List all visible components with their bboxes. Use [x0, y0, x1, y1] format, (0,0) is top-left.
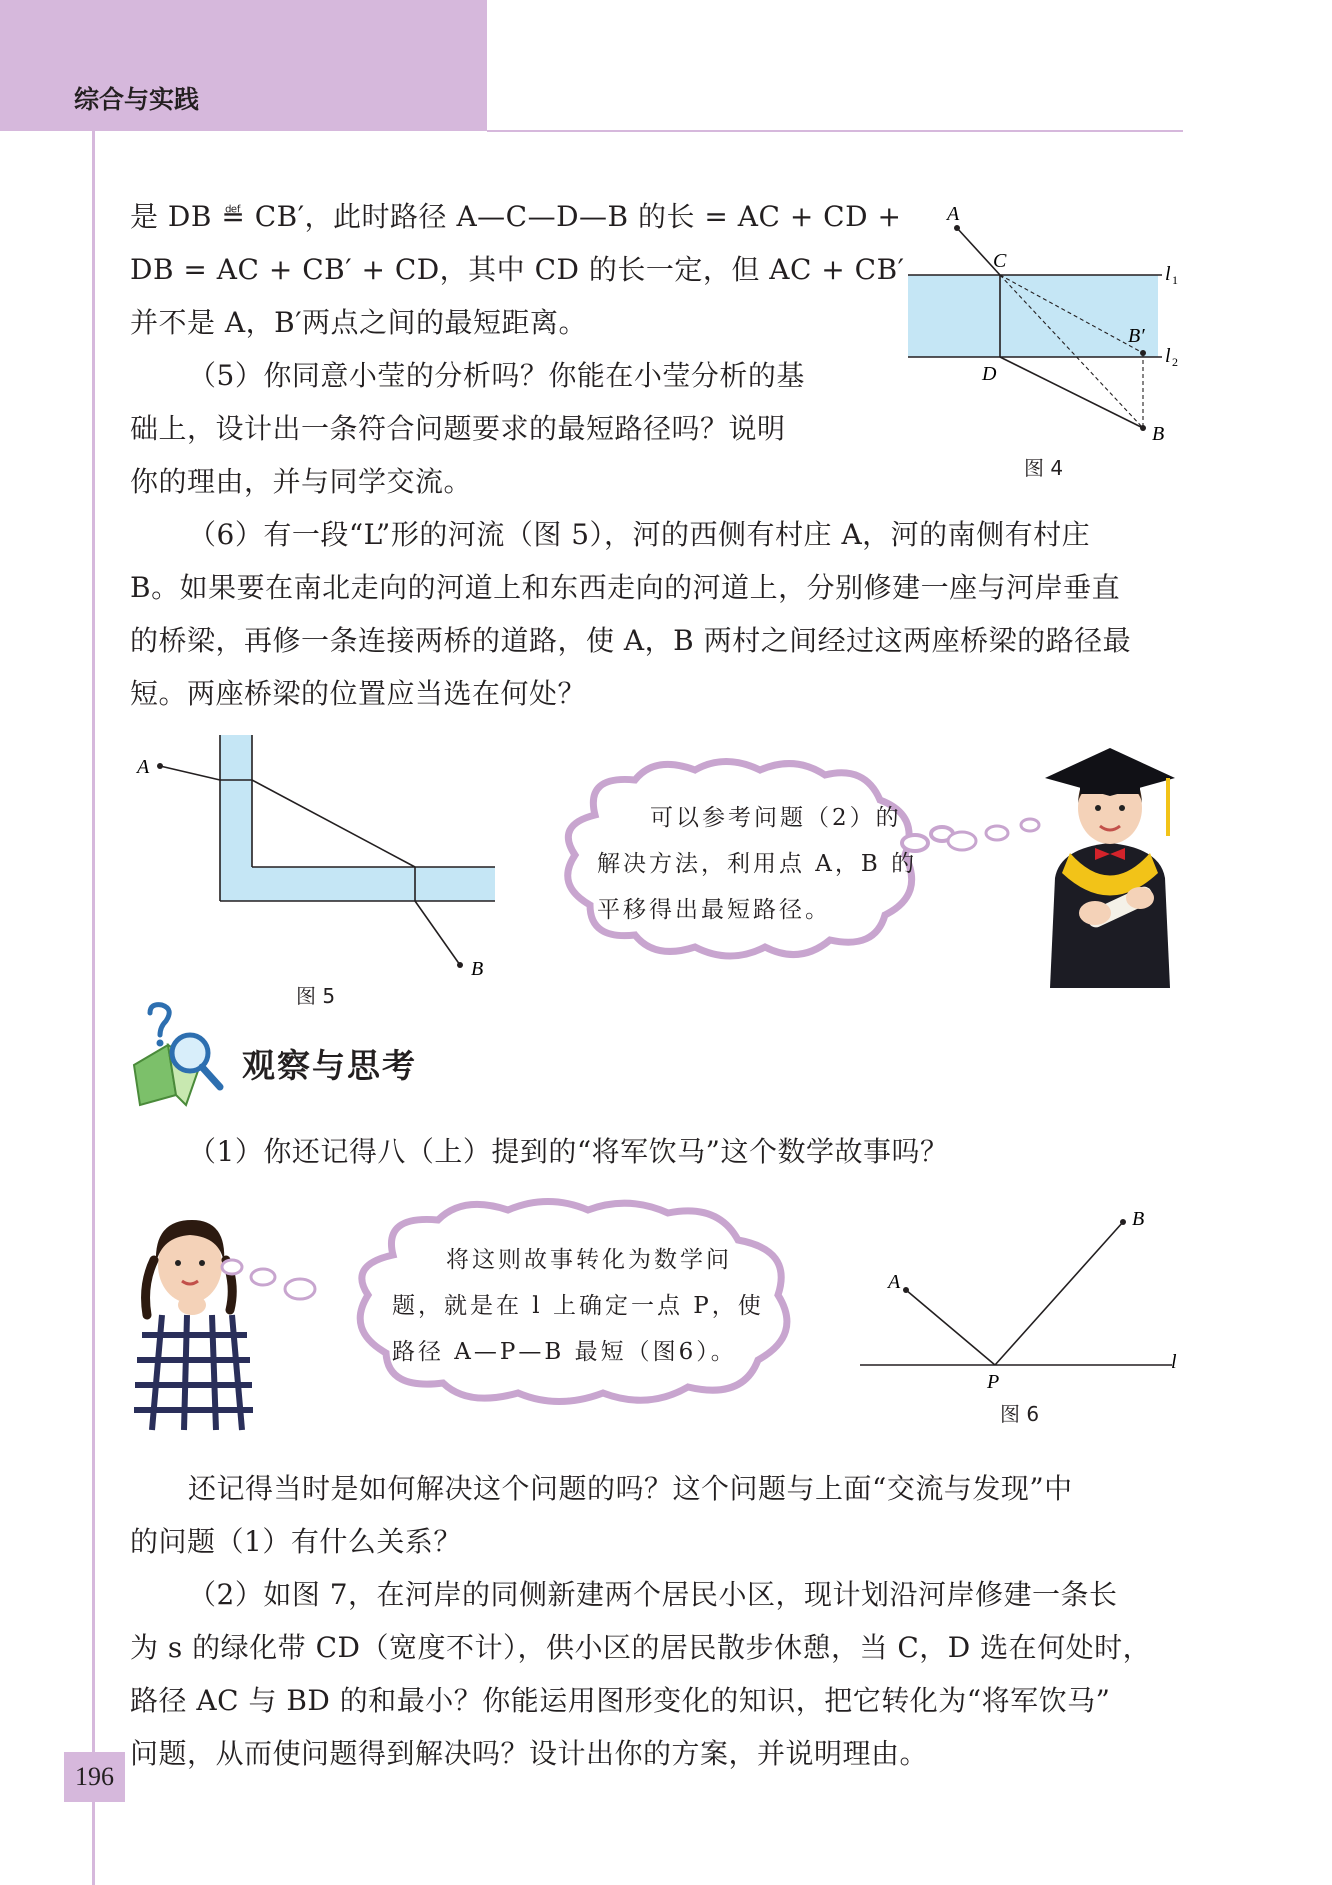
paragraph-line: 是 DB ≝ CB′，此时路径 A—C—D—B 的长 = AC + CD + [130, 200, 902, 233]
chapter-title: 综合与实践 [74, 85, 200, 114]
paragraph-line: （1）你还记得八（上）提到的“将军饮马”这个数学故事吗？ [188, 1135, 949, 1168]
paragraph-line: 短。两座桥梁的位置应当选在何处？ [130, 677, 587, 710]
figure-5 [135, 735, 505, 980]
figure-4-caption: 图 4 [1024, 456, 1064, 480]
thought-bubble-dots [218, 1255, 328, 1305]
label-C: C [993, 250, 1007, 272]
paragraph-line: 础上，设计出一条符合问题要求的最短路径吗？说明 [130, 412, 786, 445]
label-D: D [982, 363, 997, 385]
paragraph-line: 还记得当时是如何解决这个问题的吗？这个问题与上面“交流与发现”中 [188, 1472, 1073, 1505]
paragraph-line: （6）有一段“L”形的河流（图 5），河的西侧有村庄 A，河的南侧有村庄 [188, 518, 1091, 551]
label-l2: l [1165, 345, 1171, 367]
thought-line: 可以参考问题（2）的 [650, 805, 902, 831]
label-B: B [1132, 1208, 1145, 1230]
paragraph-line: （2）如图 7，在河岸的同侧新建两个居民小区，现计划沿河岸修建一条长 [188, 1578, 1118, 1611]
figure-5-caption: 图 5 [296, 984, 336, 1008]
paragraph-line: 为 s 的绿化带 CD（宽度不计），供小区的居民散步休憩，当 C，D 选在何处时， [130, 1631, 1152, 1664]
label-P: P [987, 1371, 1000, 1393]
header-rule [487, 130, 1183, 132]
figure-6-caption: 图 6 [1000, 1402, 1040, 1426]
figure-4 [900, 200, 1180, 480]
paragraph-line: 问题，从而使问题得到解决吗？设计出你的方案，并说明理由。 [130, 1737, 929, 1770]
label-A: A [888, 1271, 901, 1293]
figure-6 [860, 1200, 1180, 1393]
paragraph-line: 的桥梁，再修一条连接两桥的道路，使 A，B 两村之间经过这两座桥梁的路径最 [130, 624, 1132, 657]
margin-bar [92, 131, 95, 1885]
paragraph-line: DB = AC + CB′ + CD，其中 CD 的长一定，但 AC + CB′ [130, 253, 905, 286]
l-shaped-river [220, 735, 495, 901]
thought-line: 路径 A—P—B 最短（图6）。 [392, 1339, 737, 1365]
paragraph-line: 的问题（1）有什么关系？ [130, 1525, 462, 1558]
label-l1-sub: 1 [1172, 273, 1178, 287]
graduate-girl-illustration [1040, 748, 1180, 988]
thought-line: 平移得出最短路径。 [597, 897, 831, 923]
thought-line: 将这则故事转化为数学问 [446, 1247, 732, 1273]
label-B: B [471, 958, 484, 980]
label-l: l [1171, 1351, 1177, 1373]
paragraph-line: 路径 AC 与 BD 的和最小？你能运用图形变化的知识，把它转化为“将军饮马” [130, 1684, 1111, 1717]
paragraph-line: 并不是 A，B′两点之间的最短距离。 [130, 306, 588, 339]
page-number: 196 [64, 1752, 125, 1802]
label-B: B [1152, 423, 1165, 445]
paragraph-line: B。如果要在南北走向的河道上和东西走向的河道上，分别修建一座与河岸垂直 [130, 571, 1121, 604]
label-A: A [137, 756, 150, 778]
river-band [908, 275, 1158, 357]
thinking-girl-illustration [132, 1205, 257, 1430]
label-l2-sub: 2 [1172, 355, 1178, 369]
label-A: A [947, 203, 960, 225]
thought-line: 题，就是在 l 上确定一点 P，使 [392, 1293, 764, 1319]
section-title: 观察与思考 [242, 1046, 417, 1085]
label-Bprime: B′ [1128, 325, 1145, 347]
label-l1: l [1165, 263, 1171, 285]
magnifier-book-icon [128, 1005, 228, 1105]
thought-bubble-dots [945, 815, 1055, 855]
thought-line: 解决方法，利用点 A，B 的 [597, 851, 918, 877]
paragraph-line: （5）你同意小莹的分析吗？你能在小莹分析的基 [188, 359, 805, 392]
paragraph-line: 你的理由，并与同学交流。 [130, 465, 473, 498]
